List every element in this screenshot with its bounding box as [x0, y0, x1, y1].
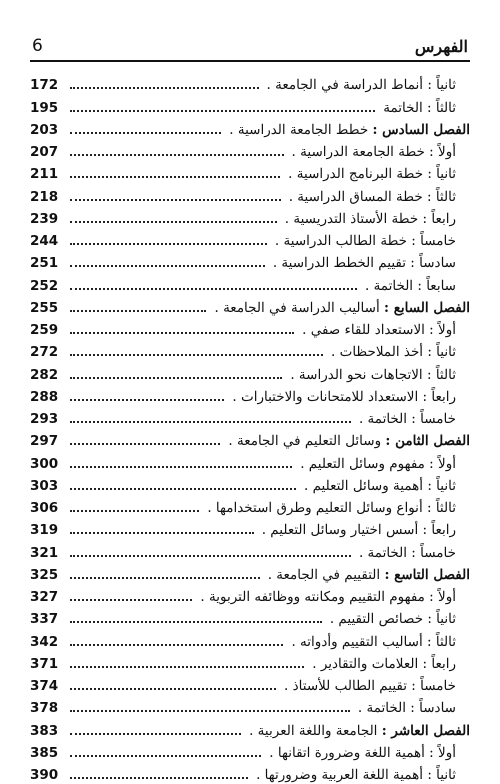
toc-page-number: 371 [30, 655, 59, 672]
dot-leader [70, 666, 304, 668]
toc-entry-title [298, 321, 470, 339]
toc-entry-title [327, 343, 470, 361]
toc-entry-row [30, 495, 470, 517]
toc-page-number: 306 [30, 500, 59, 516]
entry-text: أولاً : أهمية اللغة وضرورة اتقانها . [269, 744, 456, 761]
toc-chapter-row [30, 562, 470, 584]
toc-chapter-row [30, 428, 470, 450]
entry-text: ثانياً : أخذ الملاحظات . [331, 344, 456, 361]
dot-leader [70, 199, 281, 201]
dot-leader [70, 243, 267, 245]
toc-page-number: 195 [30, 99, 59, 116]
dot-leader [70, 599, 192, 601]
toc-entry-title [300, 477, 470, 495]
toc-page-number: 172 [30, 77, 59, 94]
toc-page-number: 325 [30, 566, 59, 583]
entry-text: ثالثاً : الخاتمة [383, 99, 456, 116]
entry-text: ثانياً : أهمية اللغة العربية وضرورتها . [256, 767, 456, 783]
toc-entry-title [354, 699, 470, 717]
toc-page-number: 300 [30, 455, 59, 472]
toc-entry-row [30, 628, 470, 650]
chapter-label: الفصل الثامن : [385, 433, 470, 450]
toc-entry-row [30, 584, 470, 606]
chapter-label: الفصل السابع : [384, 299, 470, 316]
toc-chapter-row [30, 295, 470, 317]
toc-entry-title [285, 188, 470, 206]
entry-text: ثانياً : خطة البرنامج الدراسية . [288, 166, 456, 183]
toc-page-number: 321 [30, 544, 59, 561]
toc-entry-row [30, 384, 470, 406]
toc-page-number: 272 [30, 344, 59, 361]
toc-entry-row [30, 183, 470, 205]
toc-entry-row [30, 339, 470, 361]
entry-text: سادساً : الخاتمة . [357, 700, 456, 717]
toc-entry-row [30, 206, 470, 228]
toc-entry-title [308, 655, 470, 673]
dot-leader [70, 377, 282, 379]
toc-page-number: 288 [30, 388, 59, 405]
entry-text: ثالثاً : الاتجاهات نحو الدراسة . [290, 366, 456, 383]
dot-leader [70, 577, 260, 579]
dot-leader [70, 154, 284, 156]
toc-entry-row [30, 651, 470, 673]
entry-text: ثانياً : خصائص التقييم . [329, 611, 456, 628]
toc-entry-row [30, 606, 470, 628]
chapter-label: الفصل التاسع : [384, 566, 470, 583]
dot-leader [70, 488, 296, 490]
dot-leader [70, 421, 351, 423]
dot-leader [70, 710, 350, 712]
dot-leader [70, 532, 254, 534]
dot-leader [70, 733, 241, 735]
toc-page-number: 342 [30, 633, 59, 650]
toc-entry-title [355, 410, 470, 428]
toc-entry-title [263, 76, 470, 94]
toc-page-number: 383 [30, 722, 59, 739]
dot-leader [70, 466, 292, 468]
toc-entry-title [280, 677, 470, 695]
toc-entry-row [30, 317, 470, 339]
entry-text: خامساً : الخاتمة . [358, 544, 456, 561]
toc-entry-title [286, 366, 470, 384]
dot-leader [70, 265, 265, 267]
entry-text: أساليب الدراسة في الجامعة . [214, 299, 380, 316]
toc-entry-title [271, 232, 470, 250]
entry-text: أولاً : خطة الجامعة الدراسية . [291, 144, 456, 160]
toc-entry-title [296, 455, 470, 473]
toc-page-number: 207 [30, 144, 59, 160]
toc-entry-title [281, 210, 470, 228]
toc-entry-title [245, 722, 470, 740]
toc-entry-title [326, 610, 470, 628]
toc-entry-row [30, 473, 470, 495]
dot-leader [70, 288, 357, 290]
dot-leader [70, 777, 248, 779]
toc-entry-title [258, 521, 470, 539]
toc-chapter-row [30, 717, 470, 739]
chapter-label: الفصل العاشر : [381, 722, 470, 739]
toc-entry-title [355, 544, 470, 562]
entry-text: أولاً : مفهوم التقييم ومكانته ووظائفه التربوية . [200, 589, 456, 605]
toc-page-number: 378 [30, 700, 59, 717]
toc-entry-title [284, 165, 470, 183]
page-header [30, 38, 470, 62]
dot-leader [70, 555, 351, 557]
toc-entry-row [30, 406, 470, 428]
entry-text: خطط الجامعة الدراسية . [229, 121, 369, 138]
toc-entry-row [30, 139, 470, 161]
toc-entry-title [361, 277, 470, 295]
entry-text: رابعاً : أسس اختيار وسائل التعليم . [261, 522, 456, 539]
toc-entry-row [30, 228, 470, 250]
toc-page-number: 244 [30, 233, 59, 249]
toc-page-number: 374 [30, 678, 59, 694]
dot-leader [70, 755, 261, 757]
toc-entry-row [30, 695, 470, 717]
chapter-label: الفصل السادس : [372, 121, 470, 138]
toc-page-number: 252 [30, 277, 59, 294]
dot-leader [70, 354, 323, 356]
entry-text: وسائل التعليم في الجامعة . [228, 433, 382, 450]
dot-leader [70, 510, 199, 512]
dot-leader [70, 110, 375, 112]
toc-entry-title [228, 388, 470, 406]
page-number: 6 [32, 36, 43, 56]
table-of-contents [30, 72, 470, 784]
dot-leader [70, 221, 277, 223]
toc-entry-title [196, 588, 470, 606]
dot-leader [70, 399, 224, 401]
toc-chapter-row [30, 117, 470, 139]
entry-text: أولاً : الاستعداد للقاء صفي . [302, 322, 456, 338]
toc-entry-title [225, 121, 470, 139]
entry-text: ثانياً : أهمية وسائل التعليم . [303, 477, 456, 494]
toc-page-number: 255 [30, 299, 59, 316]
toc-page-number: 251 [30, 255, 59, 272]
toc-page-number: 203 [30, 121, 59, 138]
dot-leader [70, 688, 276, 690]
toc-entry-row [30, 94, 470, 116]
toc-page-number: 239 [30, 210, 59, 227]
dot-leader [70, 621, 322, 623]
toc-entry-title [264, 566, 470, 584]
entry-text: ثالثاً : أساليب التقييم وأدواته . [291, 633, 456, 650]
dot-leader [70, 132, 221, 134]
toc-entry-title [265, 744, 470, 762]
toc-page-number: 218 [30, 188, 59, 205]
entry-text: خامساً : الخاتمة . [358, 411, 456, 427]
toc-entry-title [287, 633, 470, 651]
toc-entry-row [30, 450, 470, 472]
toc-entry-row [30, 539, 470, 561]
entry-text: رابعاً : خطة الأستاذ التدريسية . [284, 210, 456, 227]
entry-text: سابعاً : الخاتمة . [364, 277, 456, 294]
dot-leader [70, 332, 294, 334]
entry-text: خامساً : تقييم الطالب للأستاذ . [284, 678, 456, 694]
dot-leader [70, 644, 283, 646]
toc-entry-row [30, 673, 470, 695]
toc-entry-title [203, 499, 470, 517]
toc-entry-row [30, 250, 470, 272]
toc-entry-title [224, 432, 470, 450]
toc-entry-title [252, 766, 470, 784]
toc-entry-row [30, 272, 470, 294]
entry-text: التقييم في الجامعة . [267, 566, 381, 583]
toc-page-number: 259 [30, 322, 59, 338]
toc-entry-row [30, 762, 470, 784]
toc-entry-row [30, 517, 470, 539]
toc-entry-title [210, 299, 470, 317]
toc-entry-title [269, 254, 470, 272]
entry-text: سادساً : تقييم الخطط الدراسية . [272, 255, 456, 272]
toc-page-number: 385 [30, 744, 59, 761]
toc-page-number: 297 [30, 433, 59, 450]
entry-text: أولاً : مفهوم وسائل التعليم . [300, 455, 456, 472]
entry-text: الجامعة واللغة العربية . [249, 722, 378, 739]
entry-text: ثالثاً : خطة المساق الدراسية . [288, 188, 456, 205]
toc-entry-row [30, 740, 470, 762]
dot-leader [70, 176, 280, 178]
toc-page-number: 337 [30, 611, 59, 628]
toc-entry-row [30, 161, 470, 183]
toc-entry-row [30, 72, 470, 94]
toc-page-number: 390 [30, 767, 59, 783]
entry-text: رابعاً : العلامات والتقادير . [312, 655, 456, 672]
page-title: الفهرس [414, 37, 468, 56]
dot-leader [70, 87, 259, 89]
dot-leader [70, 310, 206, 312]
entry-text: خامساً : خطة الطالب الدراسية . [274, 233, 456, 249]
toc-entry-title [288, 143, 470, 161]
toc-page-number: 293 [30, 411, 59, 427]
toc-page-number: 303 [30, 477, 59, 494]
toc-entry-title [379, 99, 470, 117]
toc-page-number: 319 [30, 522, 59, 539]
toc-page-number: 327 [30, 589, 59, 605]
entry-text: ثالثاً : أنواع وسائل التعليم وطرق استخدامها . [207, 500, 456, 516]
toc-page-number: 282 [30, 366, 59, 383]
toc-page-number: 211 [30, 166, 59, 183]
toc-entry-row [30, 361, 470, 383]
entry-text: رابعاً : الاستعداد للامتحانات والاختبارات . [232, 388, 456, 405]
dot-leader [70, 443, 220, 445]
entry-text: ثانياً : أنماط الدراسة في الجامعة . [266, 77, 456, 94]
